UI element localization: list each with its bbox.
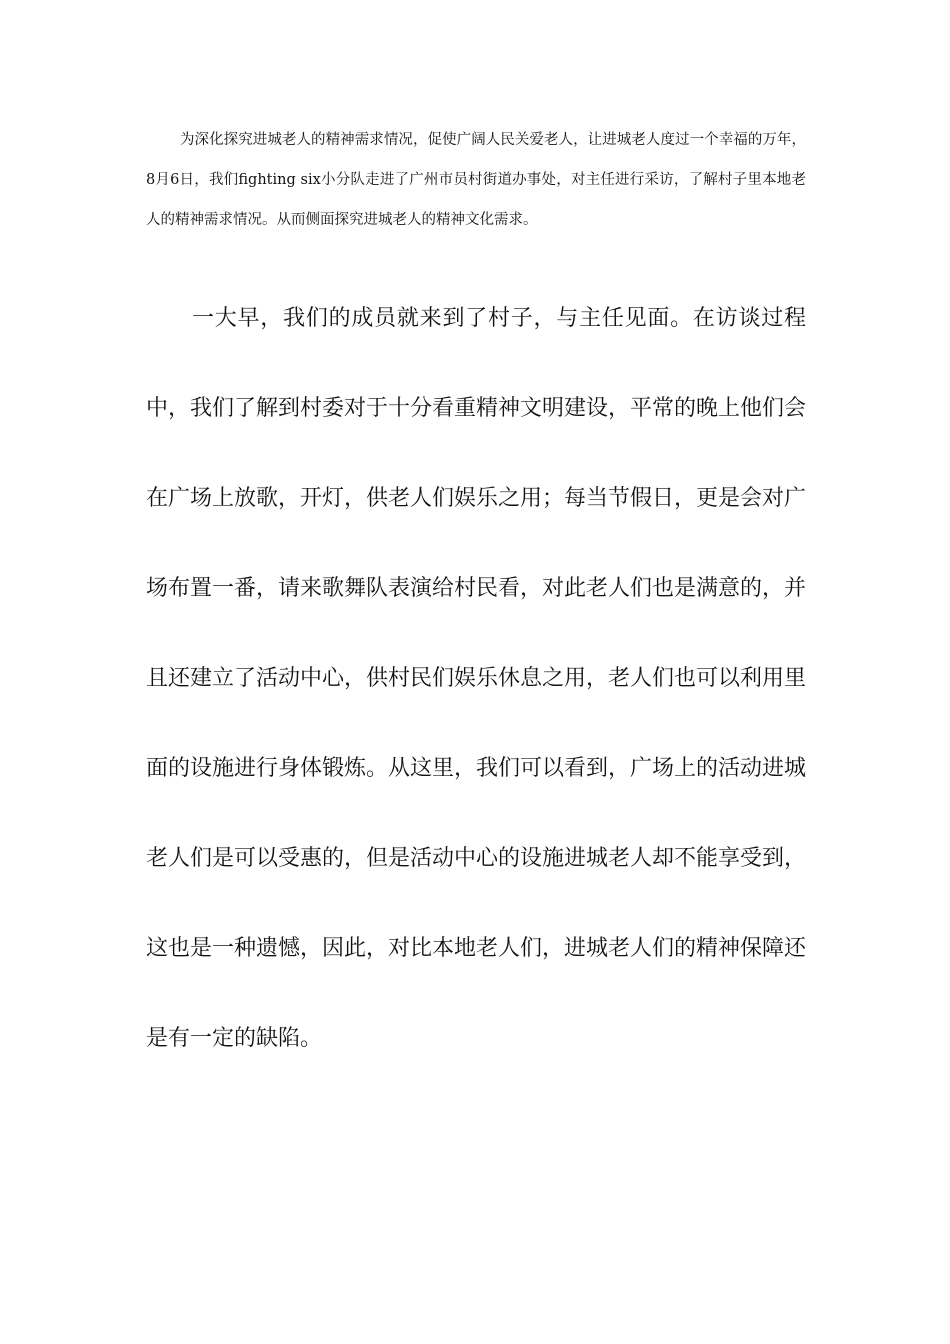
intro-paragraph: 为深化探究进城老人的精神需求情况，促使广阔人民关爱老人，让进城老人度过一个幸福的万年， 8月6日，我们fighting six小分队走进了广州市员村街道办事处，对主任进行采访，了解村子里本地老人的精神需求情况。从而侧面探究进城老人的精神文化需求。 xyxy=(146,132,806,228)
body-paragraph: 一大早，我们的成员就来到了村子，与主任见面。在访谈过程中，我们了解到村委对于十分看重精神文明建设，平常的晚上他们会在广场上放歌，开灯，供老人们娱乐之用；每当节假日，更是会对广场布置一番，请来歌舞队表演给村民看，对此老人们也是满意的，并且还建立了活动中心，供村民们娱乐休息之用，老人们也可以利用里面的设施进行身体锻炼。从这里，我们可以看到，广场上的活动进城老人们是可以受惠的，但是活动中心的设施进城老人却不能享受到，这也是一种遗憾，因此，对比本地老人们，进城老人们的精神保障还是有一定的缺陷。 xyxy=(146,306,807,1051)
